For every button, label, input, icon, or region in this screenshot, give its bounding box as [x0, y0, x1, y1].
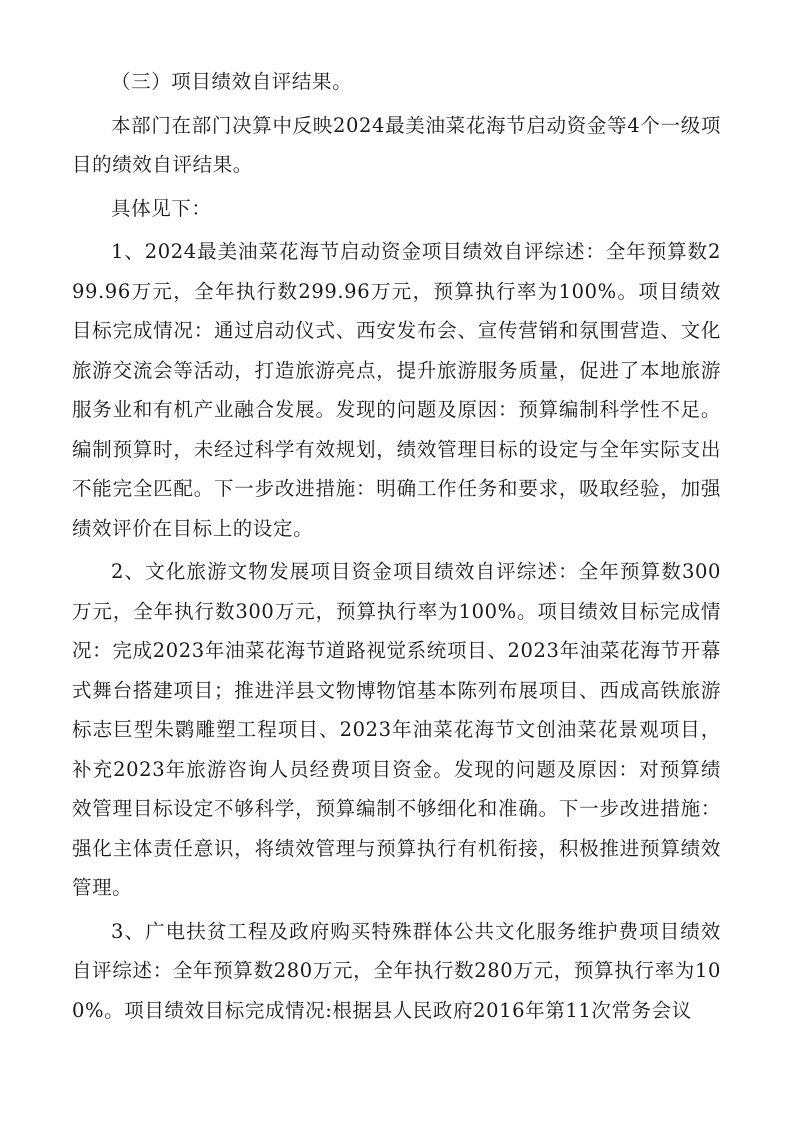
- intro-paragraph: 本部门在部门决算中反映2024最美油菜花海节启动资金等4个一级项目的绩效自评结果。: [72, 113, 721, 176]
- item-paragraph-2: 2、文化旅游文物发展项目资金项目绩效自评综述：全年预算数300万元，全年执行数300万元，预算执行率为100%。项目绩效目标完成情况：完成2023年油菜花海节道路视觉系统项目、2023年油菜花海节开幕式舞台搭建项目；推进洋县文物博物馆基本陈列布展项目、西成高铁旅游标志巨型朱鹮雕塑工程项目、2023年油菜花海节文创油菜花景观项目，补充2023年旅游咨询人员经费项目资金。发现的问题及原因：对预算绩效管理目标设定不够科学，预算编制不够细化和准确。下一步改进措施：强化主体责任意识，将绩效管理与预算执行有机衔接，积极推进预算绩效管理。: [72, 560, 721, 899]
- item-paragraph-1: 1、2024最美油菜花海节启动资金项目绩效自评综述：全年预算数299.96万元，全年执行数299.96万元，预算执行率为100%。项目绩效目标完成情况：通过启动仪式、西安发布会、宣传营销和氛围营造、文化旅游交流会等活动，打造旅游亮点，提升旅游服务质量，促进了本地旅游服务业和有机产业融合发展。发现的问题及原因：预算编制科学性不足。编制预算时，未经过科学有效规划，绩效管理目标的设定与全年实际支出不能完全匹配。下一步改进措施：明确工作任务和要求，吸取经验，加强绩效评价在目标上的设定。: [72, 240, 721, 540]
- item-paragraph-3: 3、广电扶贫工程及政府购买特殊群体公共文化服务维护费项目绩效自评综述：全年预算数280万元，全年执行数280万元，预算执行率为100%。项目绩效目标完成情况:根据县人民政府2016年第11次常务会议: [72, 919, 721, 1022]
- lead-paragraph: 具体见下：: [111, 196, 212, 220]
- section-heading: （三）项目绩效自评结果。: [111, 70, 353, 93]
